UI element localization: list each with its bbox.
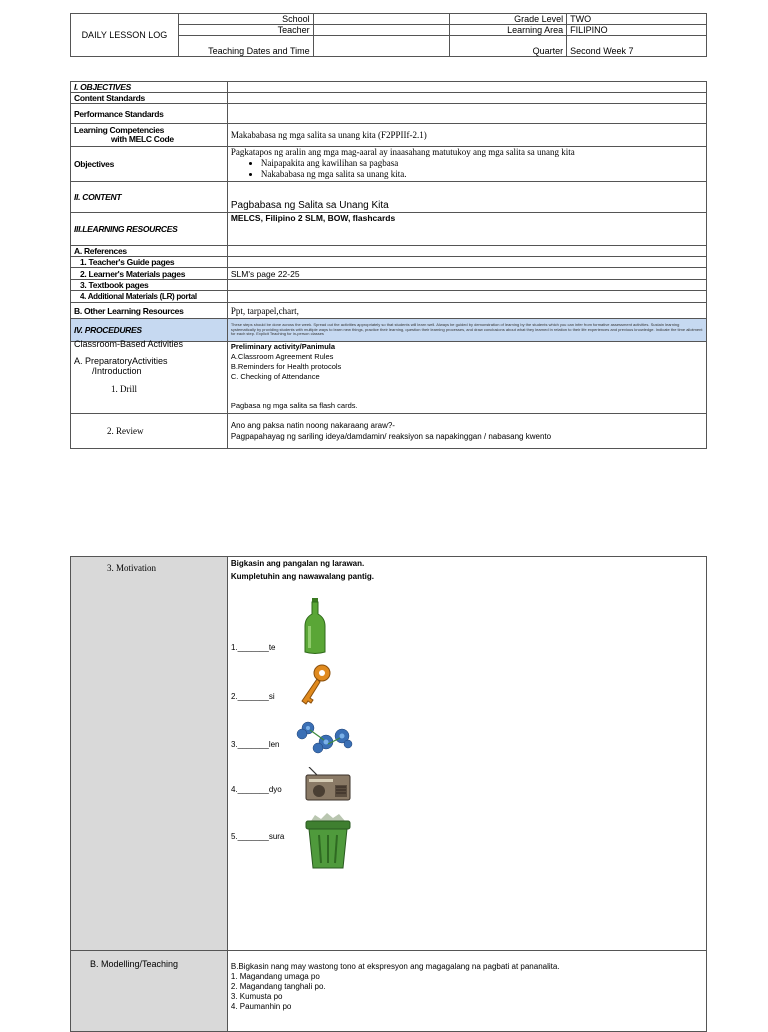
preliminary-heading: Preliminary activity/Panimula [230, 342, 336, 351]
objectives-label: Objectives [71, 147, 228, 182]
teacher-label: Teacher [178, 25, 313, 36]
motivation-item-4: 4._______dyo [231, 785, 282, 794]
school-value[interactable] [313, 14, 450, 25]
procedures-label: IV. PROCEDURES [71, 319, 228, 342]
motivation-item-5: 5._______sura [231, 832, 285, 841]
objectives-value [227, 147, 706, 182]
grade-level-value[interactable]: TWO [567, 14, 707, 25]
drill-label: 1. Drill [111, 384, 137, 394]
learners-materials-label: 2. Learner's Materials pages [71, 268, 228, 280]
performance-standards-label: Performance Standards [71, 104, 228, 124]
learning-resources-value: MELCS, Filipino 2 SLM, BOW, flashcards [227, 213, 706, 246]
quarter-label: Quarter [450, 36, 567, 57]
preparatory-cell [71, 339, 228, 414]
learning-resources-label: III.LEARNING RESOURCES [71, 213, 228, 246]
school-label: School [178, 14, 313, 25]
key-icon [298, 663, 332, 712]
bottle-icon [303, 598, 327, 659]
modelling-label: B. Modelling/Teaching [71, 951, 228, 1032]
lr-portal-value[interactable] [227, 291, 706, 303]
content-standards-label: Content Standards [71, 93, 228, 104]
references-value[interactable] [227, 246, 706, 257]
learning-area-label: Learning Area [450, 25, 567, 36]
prelim-item: C. Checking of Attendance [230, 372, 320, 381]
motivation-item-1: 1._______te [231, 643, 276, 652]
performance-standards-value[interactable] [227, 104, 706, 124]
lesson-plan-table [70, 81, 707, 449]
learning-competencies-value: Makababasa ng mga salita sa unang kita (F2PPIIf-2.1) [227, 124, 706, 147]
content-standards-value[interactable] [227, 93, 706, 104]
teachers-guide-value[interactable] [227, 257, 706, 268]
trash-bin-icon [303, 813, 353, 874]
learners-materials-value: SLM's page 22-25 [227, 268, 706, 280]
review-value [227, 414, 706, 449]
teacher-value[interactable] [313, 25, 450, 36]
objectives-intro: Pagkatapos ng aralin ang mga mag-aaral ay inaasahang matutukoy ang mga salita sa unang kita [230, 147, 575, 157]
grade-level-label: Grade Level [450, 14, 567, 25]
references-label: A. References [71, 246, 228, 257]
teaching-dates-value[interactable] [313, 36, 450, 57]
classroom-based-label: Classroom-Based Activities [74, 339, 184, 349]
modelling-item: 2. Magandang tanghali po. [230, 982, 326, 991]
other-resources-label: B. Other Learning Resources [71, 303, 228, 319]
review-line: Pagpapahayag ng sariling ideya/damdamin/ reaksiyon sa napakinggan / nabasang kwento [230, 432, 552, 441]
other-resources-value: Ppt, tarpapel,chart, [227, 303, 706, 319]
flowers-icon [296, 718, 354, 763]
textbook-pages-value[interactable] [227, 280, 706, 291]
competencies-label-line1: Learning Competencies [74, 125, 165, 135]
teachers-guide-label: 1. Teacher's Guide pages [71, 257, 228, 268]
drill-value: Pagbasa ng mga salita sa flash cards. [230, 401, 358, 410]
objectives-section-label: I. OBJECTIVES [71, 82, 228, 93]
prelim-item: B.Reminders for Health protocols [230, 362, 342, 371]
daily-lesson-log-title: DAILY LESSON LOG [71, 14, 179, 57]
header-table [70, 13, 707, 57]
review-line: Ano ang paksa natin noong nakaraang araw?- [230, 421, 395, 430]
content-label: II. CONTENT [71, 182, 228, 213]
lr-portal-label: 4. Additional Materials (LR) portal [71, 291, 228, 303]
motivation-label: 3. Motivation [71, 557, 228, 951]
modelling-item: 4. Paumanhin po [230, 1002, 292, 1011]
motivation-line1: Bigkasin ang pangalan ng larawan. [230, 559, 365, 568]
review-label: 2. Review [71, 414, 228, 449]
modelling-value [227, 951, 706, 1032]
radio-icon [305, 767, 351, 806]
motivation-item-3: 3._______len [231, 740, 280, 749]
quarter-value[interactable]: Second Week 7 [567, 36, 707, 57]
motivation-table [70, 556, 707, 1032]
objectives-list [231, 158, 703, 180]
teaching-dates-label: Teaching Dates and Time [178, 36, 313, 57]
objective-item: • Nakababasa ng mga salita sa unang kita. [261, 169, 703, 180]
motivation-item-2: 2._______si [231, 692, 275, 701]
content-value: Pagbabasa ng Salita sa Unang Kita [227, 182, 706, 213]
introduction-label: /Introduction [92, 366, 142, 376]
modelling-item: 3. Kumusta po [230, 992, 283, 1001]
modelling-item: 1. Magandang umaga po [230, 972, 320, 981]
preparatory-value [227, 342, 706, 414]
learning-competencies-label [71, 124, 228, 147]
motivation-line2: Kumpletuhin ang nawawalang pantig. [230, 572, 374, 581]
objective-item: • Naipapakita ang kawilihan sa pagbasa [261, 158, 703, 169]
modelling-intro: B.Bigkasin nang may wastong tono at ekspresyon ang magagalang na pagbati at pananalita. [230, 962, 560, 971]
learning-area-value[interactable]: FILIPINO [567, 25, 707, 36]
prelim-item: A.Classroom Agreement Rules [230, 352, 334, 361]
competencies-label-line2: with MELC Code [111, 134, 174, 144]
preparatory-label: A. PreparatoryActivities [74, 356, 168, 366]
procedures-note: These steps should be done across the week. Spread out the activities appropriately so that students will learn well. Always be guided by demonstration of learning by the students which you can infer from formative assessment activities. Sustain learning systematically by providing students with multiple ways to learn new things, practice their learning, question their learning processes, and draw conclusions about what they learned in relation to their life experiences and previous knowledge. Indicate the time allotment for each step. Explicit Teaching for in-person classes [227, 319, 706, 342]
objectives-section-value [227, 82, 706, 93]
textbook-pages-label: 3. Textbook pages [71, 280, 228, 291]
